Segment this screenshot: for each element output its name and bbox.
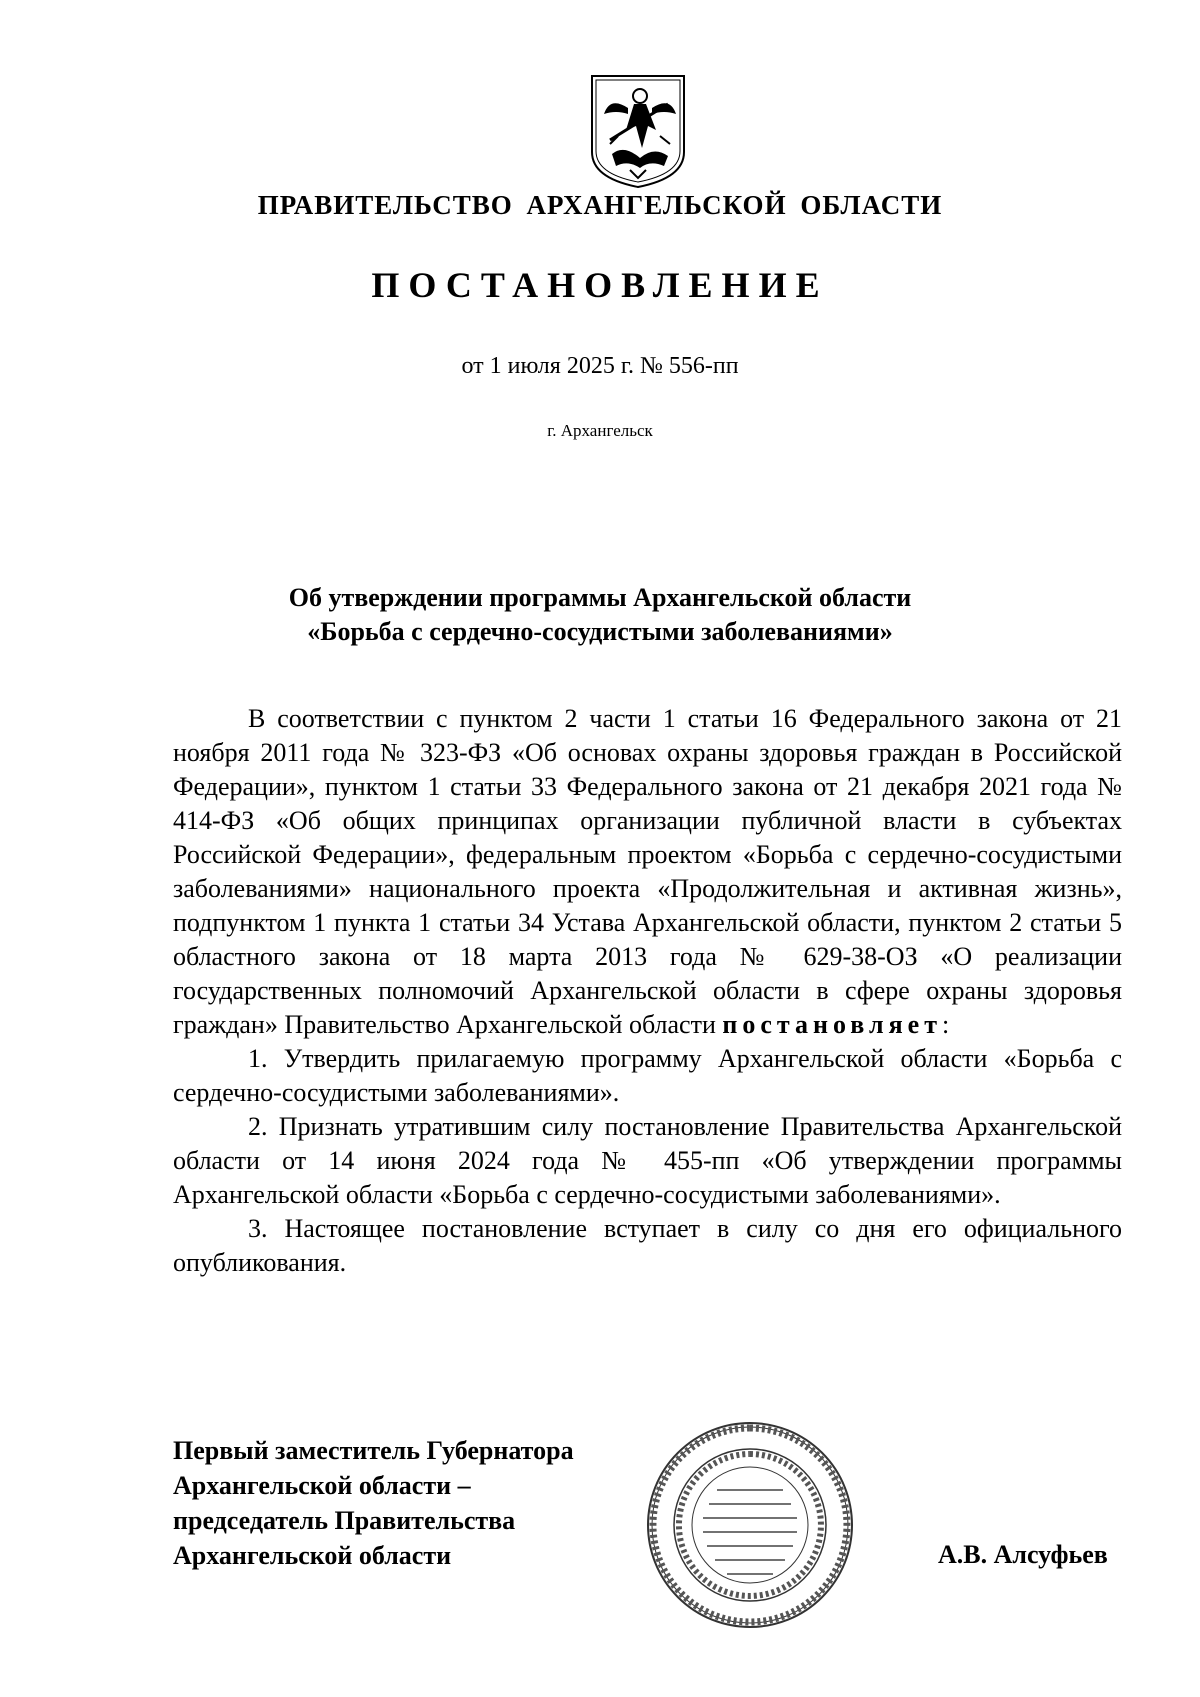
decree-item-2: 2. Признать утратившим силу постановление Правительства Архангельской области от 14 июня 2024 года № 455-пп «Об утверждении программы Архангельской области «Борьба с сердечно-сосудистыми заболеваниями». [173,1112,1122,1209]
document-title [0,581,1200,649]
document-type: ПОСТАНОВЛЕНИЕ [371,265,829,305]
signatory-position-line: председатель Правительства [173,1506,516,1535]
government-name: ПРАВИТЕЛЬСТВО АРХАНГЕЛЬСКОЙ ОБЛАСТИ [257,190,943,220]
decree-tail: : [941,1010,950,1039]
preamble-paragraph [173,702,1122,1042]
signatory-position-line: Архангельской области [173,1541,452,1570]
document-city: г. Архангельск [547,421,653,440]
document-date-number: от 1 июля 2025 г. № 556-пп [461,353,739,379]
document-title-line-1: Об утверждении программы Архангельской области [288,583,912,612]
signatory-position [173,1433,574,1573]
signatory-position-line: Архангельской области – [173,1471,471,1500]
official-round-seal-icon [645,1420,855,1630]
decree-word: постановляет [722,1010,942,1039]
arkhangelsk-coat-of-arms-icon [590,74,686,189]
decree-item-3: 3. Настоящее постановление вступает в силу со дня его официального опубликования. [173,1214,1122,1277]
document-body [173,702,1122,1280]
document-title-line-2: «Борьба с сердечно-сосудистыми заболеваниями» [307,617,893,646]
signer-name: А.В. Алсуфьев [938,1540,1108,1569]
signatory-position-line: Первый заместитель Губернатора [173,1436,574,1465]
decree-item-1: 1. Утвердить прилагаемую программу Архангельской области «Борьба с сердечно-сосудистыми заболеваниями». [173,1044,1122,1107]
preamble-text: В соответствии с пунктом 2 части 1 статьи 16 Федерального закона от 21 ноября 2011 года № 323-ФЗ «Об основах охраны здоровья граждан в Российской Федерации», пунктом 1 статьи 33 Федерального закона от 21 декабря 2021 года № 414-ФЗ «Об общих принципах организации публичной власти в субъектах Российской Федерации», федеральным проектом «Борьба с сердечно-сосудистыми заболеваниями» национального проекта «Продолжительная и активная жизнь», подпунктом 1 пункта 1 статьи 34 Устава Архангельской области, пунктом 2 статьи 5 областного закона от 18 марта 2013 года № 629-38-ОЗ «О реализации государственных полномочий Архангельской области в сфере охраны здоровья граждан» Правительство Архангельской области [173,704,1122,1039]
